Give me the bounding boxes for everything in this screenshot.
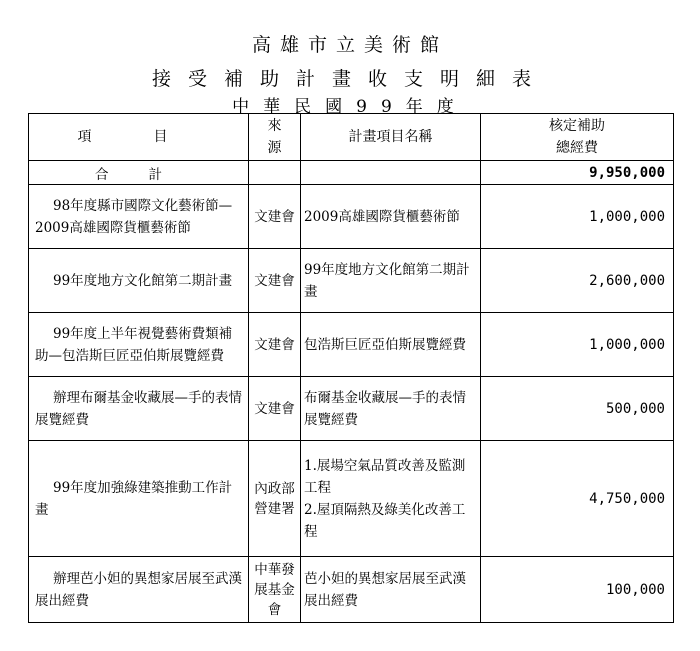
row-source: 文建會: [249, 313, 301, 377]
row-plan-name-line: 1.展場空氣品質改善及監測工程: [304, 457, 466, 496]
row-item: 99年度加強綠建築推動工作計畫: [29, 441, 249, 557]
table-row: [29, 313, 674, 377]
row-plan-name: [301, 249, 481, 313]
row-item: 99年度地方文化館第二期計畫: [29, 249, 249, 313]
header-source: [249, 114, 301, 161]
page-title: 高雄市立美術館: [251, 34, 448, 56]
header-source-line2: 源: [267, 140, 282, 156]
header-source-line1: 來: [267, 118, 282, 134]
row-plan-name-line: 芭小妲的異想家居展至武漢展出經費: [304, 570, 466, 609]
row-plan-name: [301, 313, 481, 377]
row-plan-name: [301, 557, 481, 623]
row-plan-name-line: 布爾基金收藏展—手的表情展覽經費: [304, 389, 466, 428]
total-label: 合計: [29, 161, 249, 185]
row-item: 辦理布爾基金收藏展—手的表情展覽經費: [29, 377, 249, 441]
row-plan-name-line: 2009高雄國際貨櫃藝術節: [304, 208, 460, 225]
row-amount: 2,600,000: [481, 249, 674, 313]
row-source: 中華發展基金會: [249, 557, 301, 623]
fiscal-year: 中華民國99年度: [232, 97, 468, 117]
header-amount-line1: 核定補助: [549, 118, 605, 134]
row-plan-name: [301, 441, 481, 557]
report-title: 接受補助計畫收支明細表: [151, 68, 548, 90]
table-row: [29, 441, 674, 557]
row-item: 辦理芭小妲的異想家居展至武漢展出經費: [29, 557, 249, 623]
total-amount: 9,950,000: [481, 161, 674, 185]
row-amount: 100,000: [481, 557, 674, 623]
row-plan-name-line: 包浩斯巨匠亞伯斯展覽經費: [304, 336, 466, 353]
table-header-row: [29, 114, 674, 161]
row-amount: 500,000: [481, 377, 674, 441]
table-row: [29, 377, 674, 441]
table-row: [29, 185, 674, 249]
header-amount: [481, 114, 674, 161]
row-plan-name-line: 2.屋頂隔熱及綠美化改善工程: [304, 501, 466, 540]
row-item: 99年度上半年視覺藝術費類補助—包浩斯巨匠亞伯斯展覽經費: [29, 313, 249, 377]
total-name-empty: [301, 161, 481, 185]
header-plan-name: 計畫項目名稱: [301, 114, 481, 161]
row-amount: 1,000,000: [481, 313, 674, 377]
table-row: [29, 557, 674, 623]
row-plan-name: [301, 185, 481, 249]
row-amount: 1,000,000: [481, 185, 674, 249]
row-item: 98年度縣市國際文化藝術節—2009高雄國際貨櫃藝術節: [29, 185, 249, 249]
row-plan-name-line: 99年度地方文化館第二期計畫: [304, 261, 470, 300]
row-source: 文建會: [249, 249, 301, 313]
row-plan-name: [301, 377, 481, 441]
table-body: [29, 185, 674, 623]
header-amount-line2: 總經費: [556, 140, 598, 156]
total-source-empty: [249, 161, 301, 185]
subsidy-table: [28, 113, 674, 623]
row-amount: 4,750,000: [481, 441, 674, 557]
row-source: 文建會: [249, 185, 301, 249]
row-source: 內政部營建署: [249, 441, 301, 557]
row-source: 文建會: [249, 377, 301, 441]
table-row: [29, 249, 674, 313]
total-row: [29, 161, 674, 185]
header-item: 項目: [29, 114, 249, 161]
